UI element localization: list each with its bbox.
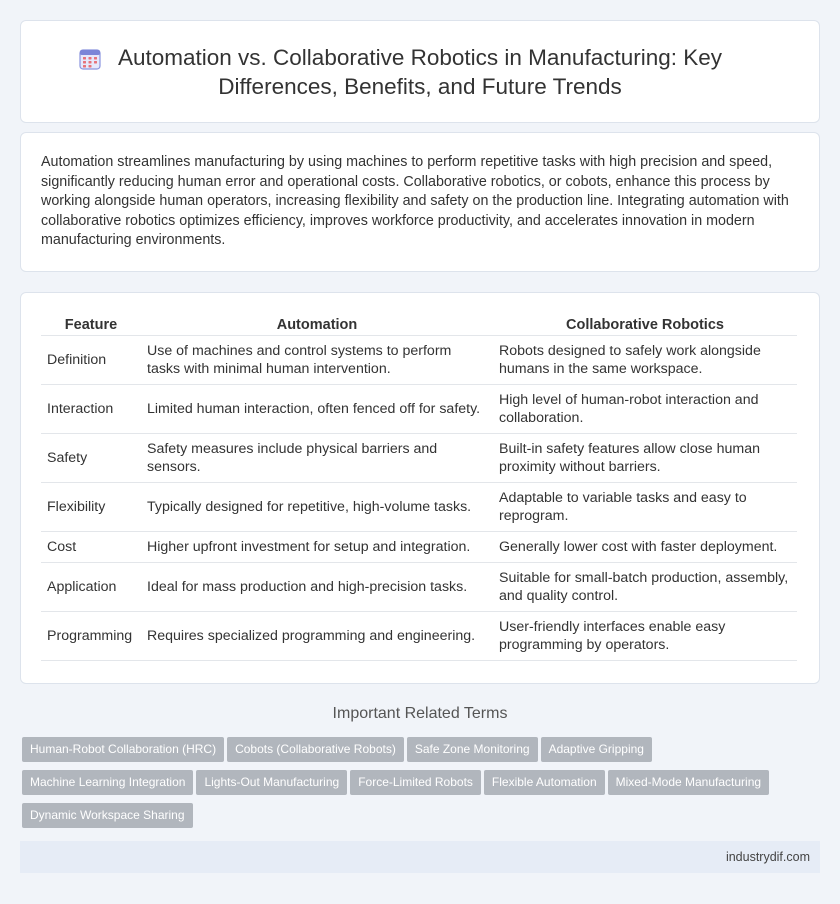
table-row [41, 612, 797, 661]
tag-cobots[interactable]: Cobots (Collaborative Robots) [227, 737, 404, 762]
comparison-table-card [20, 292, 820, 684]
row-feature: Programming [41, 612, 141, 661]
related-terms-tags [22, 737, 812, 836]
table-header-row [41, 313, 797, 336]
row-feature: Application [41, 563, 141, 612]
row-collaborative: User-friendly interfaces enable easy programming by operators. [493, 612, 797, 661]
row-collaborative: Generally lower cost with faster deployment. [493, 532, 797, 563]
row-feature: Cost [41, 532, 141, 563]
row-collaborative: Adaptable to variable tasks and easy to reprogram. [493, 483, 797, 532]
tag-force-limited-robots[interactable]: Force-Limited Robots [350, 770, 481, 795]
footer [20, 841, 820, 873]
row-automation: Ideal for mass production and high-precision tasks. [141, 563, 493, 612]
table-row [41, 563, 797, 612]
row-automation: Safety measures include physical barriers and sensors. [141, 434, 493, 483]
page-title: Automation vs. Collaborative Robotics in Manufacturing: Key Differences, Benefits, and Future Trends [117, 45, 723, 99]
table-row [41, 483, 797, 532]
row-feature: Flexibility [41, 483, 141, 532]
related-terms-title: Important Related Terms [332, 705, 508, 722]
tag-dynamic-workspace-sharing[interactable]: Dynamic Workspace Sharing [22, 803, 193, 828]
tag-mixed-mode-manufacturing[interactable]: Mixed-Mode Manufacturing [608, 770, 769, 795]
row-collaborative: High level of human-robot interaction and collaboration. [493, 385, 797, 434]
header-automation: Automation [141, 313, 493, 336]
table-row [41, 532, 797, 563]
comparison-table [41, 313, 797, 661]
row-automation: Use of machines and control systems to perform tasks with minimal human intervention. [141, 336, 493, 385]
tag-lights-out-manufacturing[interactable]: Lights-Out Manufacturing [196, 770, 347, 795]
tag-machine-learning-integration[interactable]: Machine Learning Integration [22, 770, 193, 795]
table-row [41, 385, 797, 434]
header-feature: Feature [41, 313, 141, 336]
row-automation: Requires specialized programming and engineering. [141, 612, 493, 661]
header-card [20, 20, 820, 123]
intro-paragraph: Automation streamlines manufacturing by using machines to perform repetitive tasks with high precision and speed, significantly reducing human error and operational costs. Collaborative robotics, or cobots, enhance this process by working alongside human operators, increasing flexibility and safety on the production line. Integrating automation with collaborative robotics optimizes efficiency, improves workforce productivity, and accelerates innovation in modern manufacturing environments. [41, 154, 789, 249]
row-feature: Safety [41, 434, 141, 483]
title-wrap [21, 43, 819, 101]
row-automation: Higher upfront investment for setup and integration. [141, 532, 493, 563]
row-collaborative: Suitable for small-batch production, assembly, and quality control. [493, 563, 797, 612]
row-feature: Definition [41, 336, 141, 385]
tag-safe-zone-monitoring[interactable]: Safe Zone Monitoring [407, 737, 538, 762]
row-feature: Interaction [41, 385, 141, 434]
tag-hrc[interactable]: Human-Robot Collaboration (HRC) [22, 737, 224, 762]
tag-flexible-automation[interactable]: Flexible Automation [484, 770, 605, 795]
row-collaborative: Robots designed to safely work alongside humans in the same workspace. [493, 336, 797, 385]
table-row [41, 434, 797, 483]
row-automation: Typically designed for repetitive, high-volume tasks. [141, 483, 493, 532]
footer-site[interactable]: industrydif.com [725, 850, 810, 864]
intro-card [20, 132, 820, 272]
header-collaborative-robotics: Collaborative Robotics [493, 313, 797, 336]
row-collaborative: Built-in safety features allow close human proximity without barriers. [493, 434, 797, 483]
table-row [41, 336, 797, 385]
tag-adaptive-gripping[interactable]: Adaptive Gripping [541, 737, 652, 762]
row-automation: Limited human interaction, often fenced off for safety. [141, 385, 493, 434]
